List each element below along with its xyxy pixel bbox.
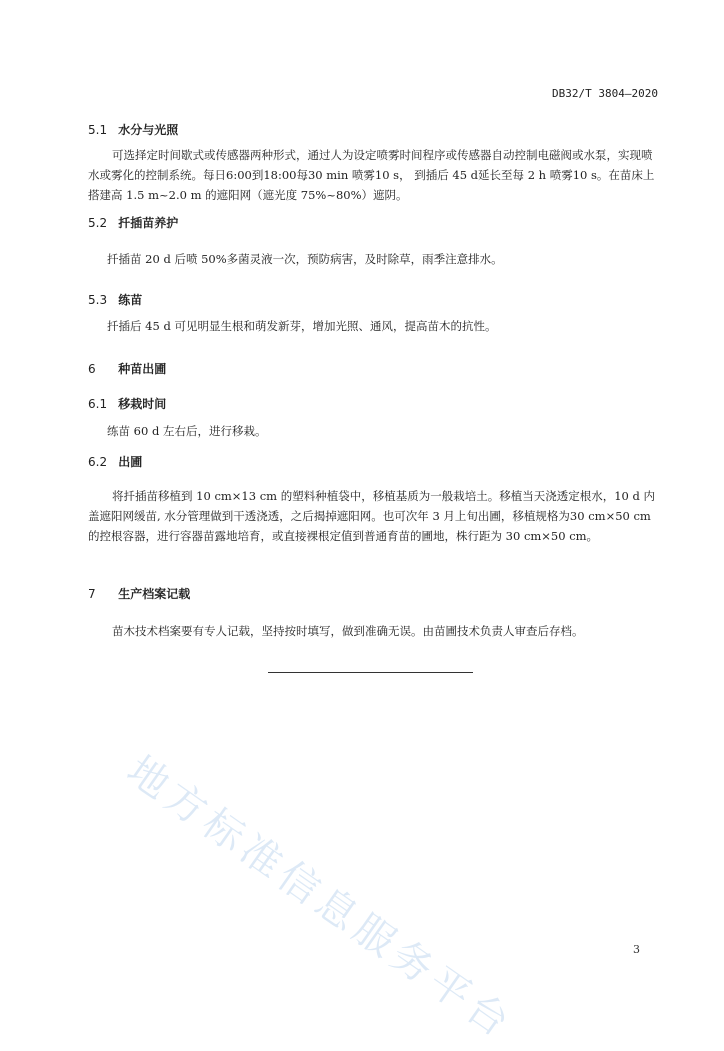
end-rule bbox=[268, 672, 473, 673]
section-heading-7 bbox=[88, 585, 190, 602]
section-number: 6.1 bbox=[88, 397, 108, 411]
section-number: 6.2 bbox=[88, 455, 108, 469]
paragraph-transplant-time: 练苗 60 d 左右后，进行移栽。 bbox=[107, 424, 267, 438]
watermark: 地方标准信息服务平台 bbox=[118, 747, 522, 1049]
paragraph-cutting-care: 扦插苗 20 d 后喷 50%多菌灵液一次，预防病害，及时除草，雨季注意排水。 bbox=[107, 252, 503, 266]
section-title: 移栽时间 bbox=[118, 397, 167, 411]
document-code: DB32/T 3804—2020 bbox=[552, 87, 658, 100]
section-heading-5-2 bbox=[88, 214, 178, 231]
section-number: 5.3 bbox=[88, 293, 108, 307]
section-number: 5.2 bbox=[88, 216, 108, 230]
section-heading-5-1 bbox=[88, 121, 178, 138]
section-heading-6-2 bbox=[88, 453, 142, 470]
paragraph-records: 苗木技术档案要有专人记载，坚持按时填写，做到准确无误。由苗圃技术负责人审查后存档。 bbox=[112, 624, 584, 638]
section-title: 种苗出圃 bbox=[118, 362, 167, 376]
section-title: 水分与光照 bbox=[118, 123, 179, 137]
paragraph-hardening: 扦插后 45 d 可见明显生根和萌发新芽，增加光照、通风，提高苗木的抗性。 bbox=[107, 319, 497, 333]
section-title: 扦插苗养护 bbox=[118, 216, 179, 230]
section-title: 出圃 bbox=[118, 455, 143, 469]
section-heading-5-3 bbox=[88, 291, 142, 308]
page-number: 3 bbox=[633, 943, 640, 956]
section-title: 练苗 bbox=[118, 293, 143, 307]
paragraph-nursery-out: 将扦插苗移植到 10 cm×13 cm 的塑料种植袋中，移植基质为一般栽培土。移植当天浇透定根水，10 d 内盖遮阳网缓苗, 水分管理做到干透浇透，之后揭掉遮阳网。也可次年 3 月上旬出圃，移植规格为30 cm×50 cm 的控根容器，进行容器苗露地培育，或直接裸根定值到普通育苗的圃地，株行距为 30 cm×50 cm。 bbox=[88, 489, 656, 543]
section-title: 生产档案记载 bbox=[118, 587, 191, 601]
section-number: 5.1 bbox=[88, 123, 108, 137]
section-heading-6 bbox=[88, 360, 166, 377]
section-number: 6 bbox=[88, 362, 96, 376]
section-heading-6-1 bbox=[88, 395, 166, 412]
paragraph-water-light: 可选择定时间歇式或传感器两种形式，通过人为设定喷雾时间程序或传感器自动控制电磁阀或水泵，实现喷水或雾化的控制系统。每日6:00到18:00每30 min 喷雾10 s， 到插后 45 d延长至每 2 h 喷雾10 s。在苗床上搭建高 1.5 m~2.0 m 的遮阳网（遮光度 75%~80%）遮阴。 bbox=[88, 148, 655, 202]
section-number: 7 bbox=[88, 587, 96, 601]
